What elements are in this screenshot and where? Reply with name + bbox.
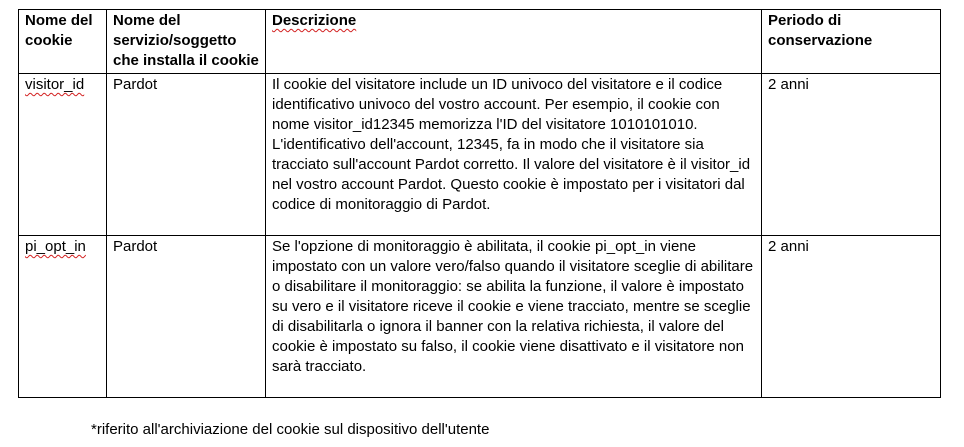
cookie-name-text: pi_opt_in	[25, 238, 86, 255]
header-description-text: Descrizione	[272, 12, 357, 29]
header-cookie-name: Nome del cookie	[19, 10, 107, 74]
document-page	[18, 9, 941, 398]
header-retention-text: Periodo di conservazione	[768, 12, 873, 49]
table-row	[19, 74, 941, 236]
cell-cookie-name	[19, 74, 107, 236]
table-header-row	[19, 10, 941, 74]
cookie-name-text: visitor_id	[25, 76, 85, 93]
footnote: *riferito all'archiviazione del cookie sul dispositivo dell'utente	[91, 421, 490, 438]
cell-service: Pardot	[107, 74, 266, 236]
cell-service: Pardot	[107, 236, 266, 398]
cell-description: Se l'opzione di monitoraggio è abilitata, il cookie pi_opt_in viene impostato con un valore vero/falso quando il visitatore sceglie di abilitare o disabilitare il monitoraggio: se abilita la funzione, il valore è impostato su vero e il visitatore riceve il cookie e viene tracciato, mentre se sceglie di disabilitarla o ignora il banner con la relativa richiesta, il valore del cookie è impostato su falso, il cookie viene disattivato e il visitatore non sarà tracciato.	[266, 236, 762, 398]
header-retention	[762, 10, 941, 74]
table-row	[19, 236, 941, 398]
cell-retention: 2 anni	[762, 74, 941, 236]
cell-description: Il cookie del visitatore include un ID univoco del visitatore e il codice identificativo univoco del vostro account. Per esempio, il cookie con nome visitor_id12345 memorizza l'ID del visitatore 1010101010. L'identificativo dell'account, 12345, fa in modo che il visitatore sia tracciato sull'account Pardot corretto. Il valore del visitatore è il visitor_id nel vostro account Pardot. Questo cookie è impostato per i visitatori dal codice di monitoraggio di Pardot.	[266, 74, 762, 236]
header-service: Nome del servizio/soggetto che installa il cookie	[107, 10, 266, 74]
cookie-table	[18, 9, 941, 398]
cell-cookie-name	[19, 236, 107, 398]
header-description	[266, 10, 762, 74]
cell-retention: 2 anni	[762, 236, 941, 398]
